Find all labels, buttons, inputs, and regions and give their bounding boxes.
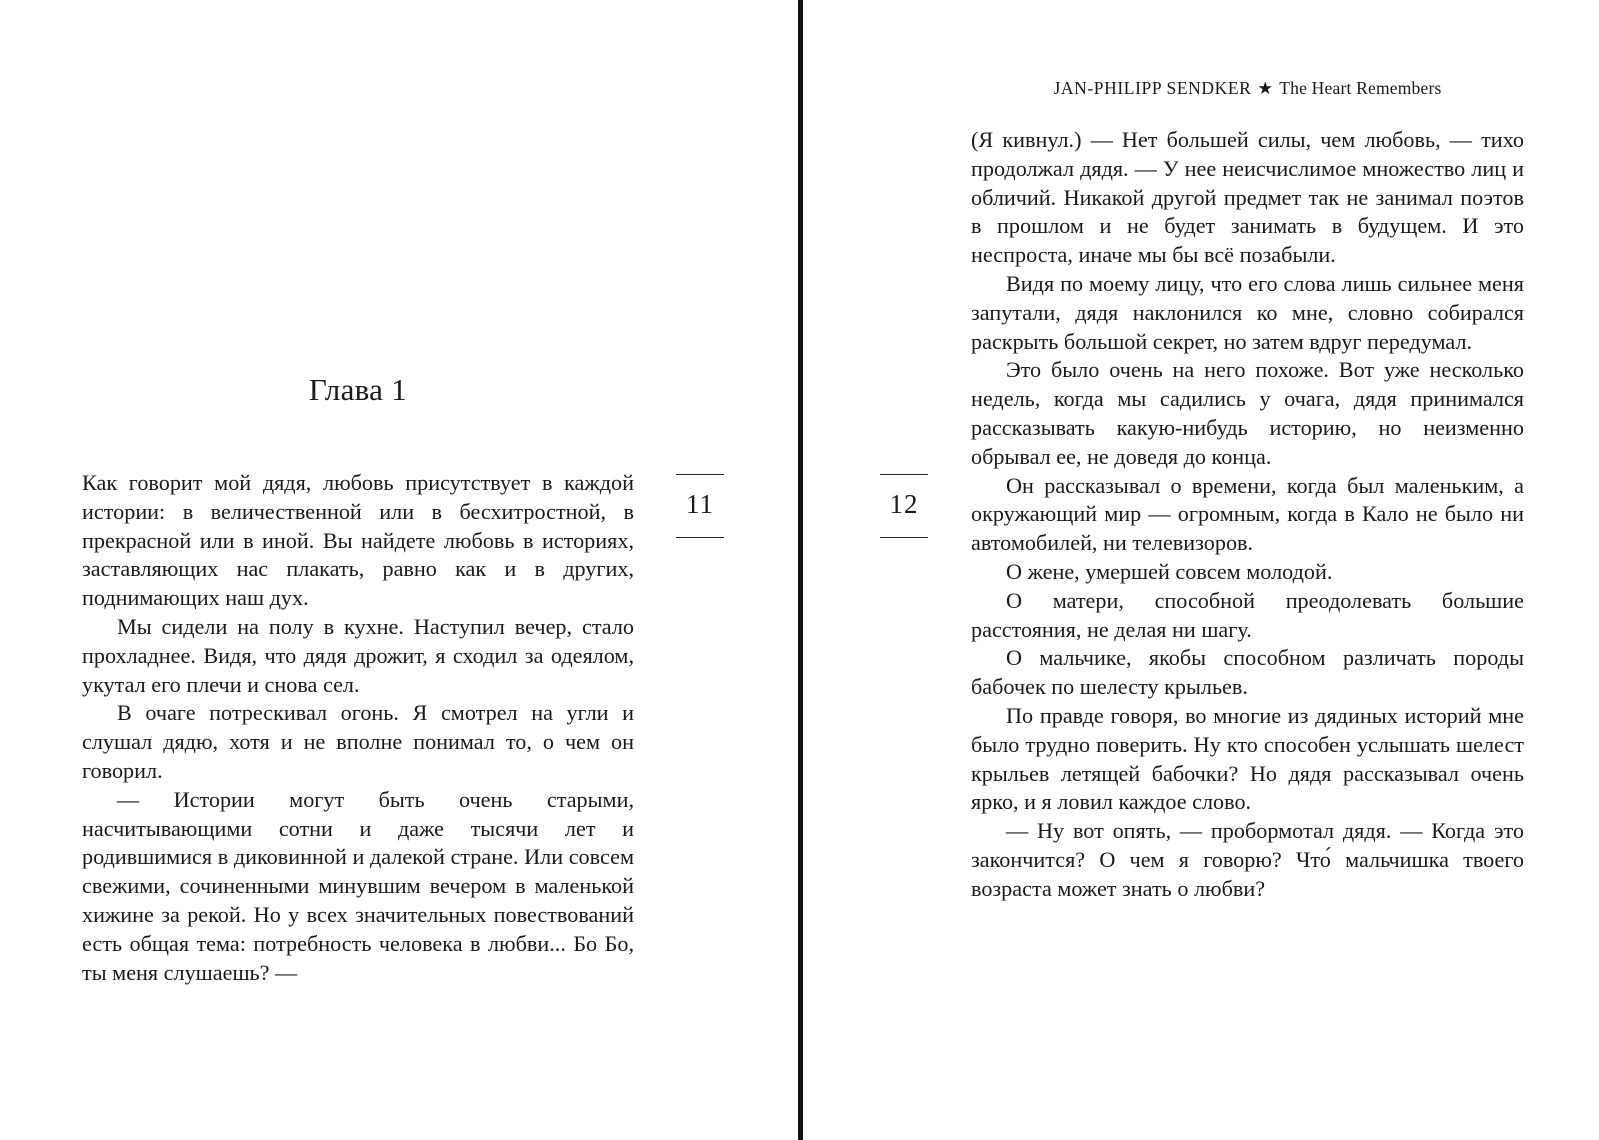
right-page-text (971, 126, 1524, 904)
paragraph: — Истории могут быть очень старыми, насчитывающими сотни и даже тысячи лет и родившимися в диковинной и далекой стране. Или совсем свежими, сочиненными минувшим вечером в маленькой хижине за рекой. Но у всех значительных повествований есть общая тема: потребность человека в любви... Бо Бо, ты меня слушаешь? — (82, 786, 634, 985)
paragraph: По правде говоря, во многие из дядиных историй мне было трудно поверить. Ну кто способен услышать шелест крыльев летящей бабочки? Но дядя рассказывал очень ярко, и я ловил каждое слово. (971, 702, 1524, 815)
page-number-right: 12 (880, 474, 928, 538)
paragraph: В очаге потрескивал огонь. Я смотрел на угли и слушал дядю, хотя и не вполне понимал то, о чем он говорил. (82, 700, 634, 783)
running-head-author: JAN-PHILIPP SENDKER (1053, 78, 1252, 98)
paragraph: О мальчике, якобы способном различать породы бабочек по шелесту крыльев. (971, 645, 1524, 700)
paragraph: Это было очень на него похоже. Вот уже несколько недель, когда мы садились у очага, дядя принимался рассказывать какую-нибудь историю, но неизменно обрывал ее, не доведя до конца. (971, 357, 1524, 469)
paragraph: Он рассказывал о времени, когда был маленьким, а окружающий мир — огромным, когда в Кало не было ни автомобилей, ни телевизоров. (971, 472, 1524, 556)
paragraph: О матери, способной преодолевать большие расстояния, не делая ни шагу. (971, 587, 1524, 642)
paragraph: Видя по моему лицу, что его слова лишь сильнее меня запутали, дядя наклонился ко мне, словно собирался раскрыть большой секрет, но затем вдруг передумал. (971, 270, 1524, 354)
running-head (971, 78, 1524, 99)
chapter-title: Глава 1 (308, 372, 408, 407)
paragraph: (Я кивнул.) — Нет большей силы, чем любовь, — тихо продолжал дядя. — У нее неисчислимое множество лиц и обличий. Никакой другой предмет так не занимал поэтов в прошлом и не будет занимать в будущем. И это неспроста, иначе мы бы всё позабыли. (971, 127, 1524, 268)
running-head-title: The Heart Remembers (1279, 78, 1442, 98)
paragraph: — Ну вот опять, — пробормотал дядя. — Когда это закончится? О чем я говорю? Что́ мальчишка твоего возраста может знать о любви? (971, 818, 1524, 901)
paragraph: Как говорит мой дядя, любовь присутствует в каждой истории: в величественной или в бесхитростной, в прекрасной или в иной. Вы найдете любовь в историях, заставляющих нас плакать, равно как и в других, поднимающих наш дух. (82, 470, 634, 611)
page-number-left: 11 (676, 474, 724, 538)
left-page-text (82, 469, 634, 987)
star-icon: ★ (1257, 78, 1274, 98)
left-page (0, 0, 798, 1140)
right-page (803, 0, 1599, 1140)
paragraph: О жене, умершей совсем молодой. (1006, 558, 1333, 584)
paragraph: Мы сидели на полу в кухне. Наступил вечер, стало прохладнее. Видя, что дядя дрожит, я сходил за одеялом, укутал его плечи и снова сел. (82, 613, 634, 697)
